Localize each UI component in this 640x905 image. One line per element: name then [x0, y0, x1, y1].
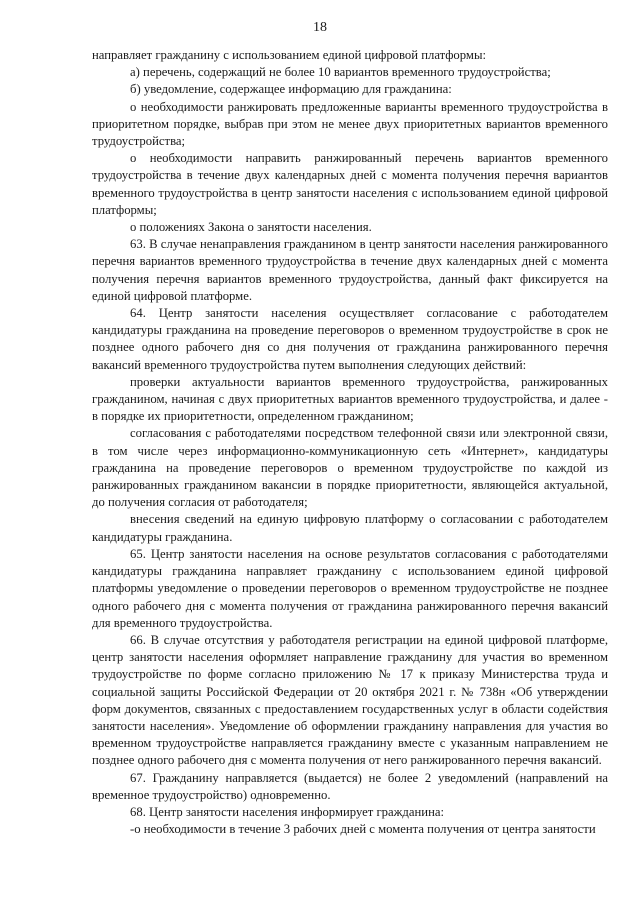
document-body — [92, 47, 608, 838]
clause-65: 65. Центр занятости населения на основе результатов согласования с работодателями кандидатуры гражданина направляет гражданину с использованием единой цифровой платформы уведомление о проведении переговоров о временном трудоустройстве не позднее одного рабочего дня с момента получения от гражданина ранжированного перечня вакансий для временного трудоустройства. — [92, 546, 608, 630]
clause-64-approval: согласования с работодателями посредством телефонной связи или электронной связи, в том числе через информационно-коммуникационную сеть «Интернет», кандидатуры гражданина на проведение переговоров о временном трудоустройстве по каждой из ранжированных гражданином вакансии в порядке приоритетности, являющейся актуальной, до получения согласия от работодателя; — [92, 426, 608, 510]
clause-68-item: -о необходимости в течение 3 рабочих дней с момента получения от центра занятости — [130, 822, 596, 837]
list-item-b: б) уведомление, содержащее информацию для гражданина: — [130, 82, 452, 97]
clause-64-entry: внесения сведений на единую цифровую платформу о согласовании с работодателем кандидатуры гражданина. — [92, 512, 608, 544]
page-number: 18 — [313, 20, 327, 35]
clause-67: 67. Гражданину направляется (выдается) не более 2 уведомлений (направлений на временное трудоустройство) одновременно. — [92, 770, 608, 802]
paragraph-intro: направляет гражданину с использованием единой цифровой платформы: — [92, 48, 486, 62]
clause-66: 66. В случае отсутствия у работодателя регистрации на единой цифровой платформе, центр занятости населения оформляет направление гражданину для участия во временном трудоустройстве по форме согласно приложению № 17 к приказу Министерства труда и социальной защиты Российской Федерации от 20 октября 2021 г. № 738н «Об утверждении форм документов, связанных с предоставлением государственных услуг в области содействия занятости населения». Уведомление об оформлении гражданину направления для участия во временном трудоустройстве направляется гражданину вместе с указанным направлением не позднее одного рабочего дня с момента получения от него ранжированного перечня вакансий. — [92, 632, 608, 768]
paragraph-ranking-notice: о необходимости ранжировать предложенные варианты временного трудоустройства в приоритетном порядке, выбрав при этом не менее двух приоритетных вариантов временного трудоустройства; — [92, 99, 608, 149]
clause-64: 64. Центр занятости населения осуществляет согласование с работодателем кандидатуры гражданина на проведение переговоров о временном трудоустройстве в срок не позднее одного рабочего дня со дня получения от гражданина ранжированного перечня вакансий временного трудоустройства путем выполнения следующих действий: — [92, 306, 608, 372]
list-item-a: а) перечень, содержащий не более 10 вариантов временного трудоустройства; — [130, 65, 551, 80]
paragraph-send-notice: о необходимости направить ранжированный перечень вариантов временного трудоустройства в течение двух календарных дней с момента получения перечня вариантов временного трудоустройства в центр занятости населения с использованием единой цифровой платформы; — [92, 151, 608, 217]
clause-63: 63. В случае ненаправления гражданином в центр занятости населения ранжированного перечня вариантов временного трудоустройства в течение двух календарных дней с момента получения перечня вариантов временного трудоустройства, данный факт фиксируется на единой цифровой платформе. — [92, 237, 608, 303]
clause-68: 68. Центр занятости населения информирует гражданина: — [130, 804, 445, 819]
clause-64-check: проверки актуальности вариантов временного трудоустройства, ранжированных гражданином, начиная с двух приоритетных вариантов временного трудоустройства, и далее - в порядке их приоритетности, определенном гражданином; — [92, 374, 608, 424]
paragraph-law-notice: о положениях Закона о занятости населения. — [130, 220, 372, 235]
